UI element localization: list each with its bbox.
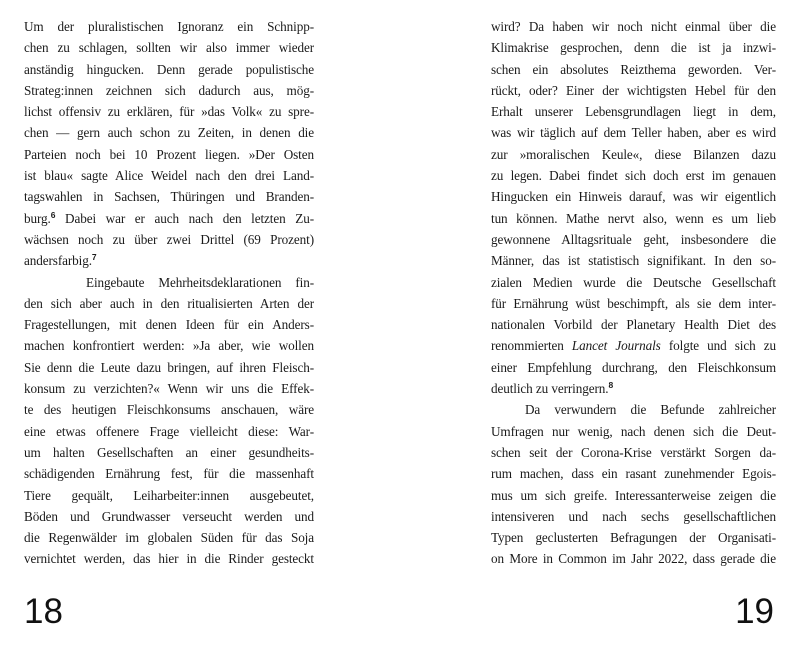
- footnote-marker[interactable]: 7: [91, 252, 97, 263]
- text-line: wird? Da haben wir noch nicht einmal über die: [491, 19, 776, 34]
- text-line: die Regenwälder im globalen Süden für das Soja: [24, 530, 314, 546]
- text-line: vernichtet werden, das hier in die Rinder gesteckt: [24, 551, 314, 567]
- text-line: [491, 335, 776, 356]
- text-line: gewonnene Alltagsrituale geht, insbesondere die: [491, 231, 776, 247]
- text-segment: folgte und sich zu: [668, 338, 776, 354]
- text-line: lichst offensiv zu erklären, für »das Volk« zu spre-: [24, 104, 314, 120]
- text-line: [24, 250, 314, 271]
- text-line: den sich aber auch in den ritualisierten Arten der: [24, 295, 314, 311]
- text-line: schen ein absolutes Reizthema geworden. Ver-: [491, 61, 776, 77]
- text-line: mus um sich greife. Interessanterweise zeigen die: [491, 487, 776, 503]
- footnote-marker[interactable]: 6: [50, 209, 56, 220]
- text-line: Umfragen nur wenig, nach denen sich die Deut-: [491, 423, 776, 439]
- text-segment: renommierten: [491, 338, 564, 354]
- text-line: Eingebaute Mehrheitsdeklarationen fin-: [86, 274, 314, 290]
- text-line: schen seit der Corona-Krise verstärkt Sorgen da-: [491, 444, 776, 460]
- text-line: intensiveren und nach sechs gesellschaftlichen: [491, 508, 776, 524]
- text-line: chen — gern auch schon zu Zeiten, in denen die: [24, 125, 314, 141]
- text-line: [491, 378, 776, 399]
- text-line: Typen geclusterten Befragungen der Organisati-: [491, 530, 776, 546]
- right-page: [399, 0, 798, 648]
- right-paragraph-2: [491, 399, 776, 569]
- text-line: was wir täglich auf dem Teller haben, aber es wird: [491, 125, 776, 141]
- footnote-marker[interactable]: 8: [608, 380, 614, 391]
- journal-title: Lancet Journals: [571, 338, 661, 354]
- text-line: on More in Common im Jahr 2022, dass gerade die: [491, 551, 776, 567]
- text-line: um halten Gesellschaften an einer gesundheits-: [24, 444, 314, 460]
- text-segment: Dabei war er auch nach den letzten Zu-: [65, 210, 314, 226]
- text-line: tagswahlen in Sachsen, Thüringen und Branden-: [24, 189, 314, 205]
- text-line: eine etwas offenere Frage vielleicht diese: War-: [24, 423, 314, 439]
- text-line: te des heutigen Fleischkonsums anschauen, wäre: [24, 402, 314, 418]
- text-line: Fragestellungen, mit denen Ideen für ein Anders-: [24, 317, 314, 333]
- text-line: Tiere gequält, Leiharbeiter:innen ausgebeutet,: [24, 487, 314, 503]
- text-line: anständig hingucken. Denn gerade populistische: [24, 61, 314, 77]
- text-line: zur »moralischen Keule«, diese Bilanzen dazu: [491, 146, 776, 162]
- left-paragraph-1: [24, 16, 314, 272]
- text-line: rückt, oder? Einer der wichtigsten Hebel für den: [491, 82, 776, 98]
- page-number: 18: [24, 592, 63, 631]
- text-line: zialen Medien wurde die Deutsche Gesellschaft: [491, 274, 776, 290]
- text-line: nationalen Vorbild der Planetary Health Diet des: [491, 317, 776, 333]
- text-line: Männer, das ist statistisch signifikant. In den so-: [491, 253, 776, 269]
- text-line: einer Empfehlung durchrang, den Fleischkonsum: [491, 359, 776, 375]
- text-line: konsum zu verzichten?« Wenn wir uns die Effek-: [24, 381, 314, 397]
- page-number: 19: [735, 592, 774, 631]
- text-segment: andersfarbig.: [24, 253, 92, 269]
- text-line: tun können. Mathe nervt also, wenn es um lieb: [491, 210, 776, 226]
- text-segment: deutlich zu verringern.: [491, 381, 609, 397]
- text-line: Sie denn die Leute dazu bringen, auf ihren Fleisch-: [24, 359, 314, 375]
- text-line: Erhalt unserer Lebensgrundlagen liegt in dem,: [491, 104, 776, 120]
- text-line: Strateg:innen zeichnen sich dadurch aus, mög-: [24, 82, 314, 98]
- text-line: rum machen, dass ein rasant zunehmender Egois-: [491, 466, 776, 482]
- text-line: chen zu schlagen, sollten wir also immer wieder: [24, 40, 314, 56]
- right-text-column: [491, 16, 776, 570]
- text-line: machen konfrontiert werden: »Ja aber, wie wollen: [24, 338, 314, 354]
- right-paragraph-1: [491, 16, 776, 399]
- left-text-column: [24, 16, 314, 570]
- text-line: Hingucken ein Hinweis darauf, was wir eigentlich: [491, 189, 776, 205]
- text-line: schädigenden Ernährung fest, für die massenhaft: [24, 466, 314, 482]
- text-line: Böden und Grundwasser verseucht werden und: [24, 508, 314, 524]
- text-line: Klimakrise gesprochen, denn die ist ja inzwi-: [491, 40, 776, 56]
- left-paragraph-2: [24, 272, 314, 570]
- text-line: für Ernährung wüst beschimpft, als sie dem inter-: [491, 295, 776, 311]
- text-segment: burg.: [24, 210, 51, 226]
- text-line: [24, 208, 314, 229]
- text-line: wächsen noch zu über zwei Drittel (69 Prozent): [24, 231, 314, 247]
- text-line: ist blau« sagte Alice Weidel nach den drei Land-: [24, 168, 314, 184]
- text-line: zu legen. Dabei findet sich doch erst im genauen: [491, 168, 776, 184]
- text-line: Da verwundern die Befunde zahlreicher: [525, 402, 776, 418]
- text-line: Um der pluralistischen Ignoranz ein Schnipp-: [24, 19, 314, 34]
- text-line: Parteien noch bei 10 Prozent liegen. »Der Osten: [24, 146, 314, 162]
